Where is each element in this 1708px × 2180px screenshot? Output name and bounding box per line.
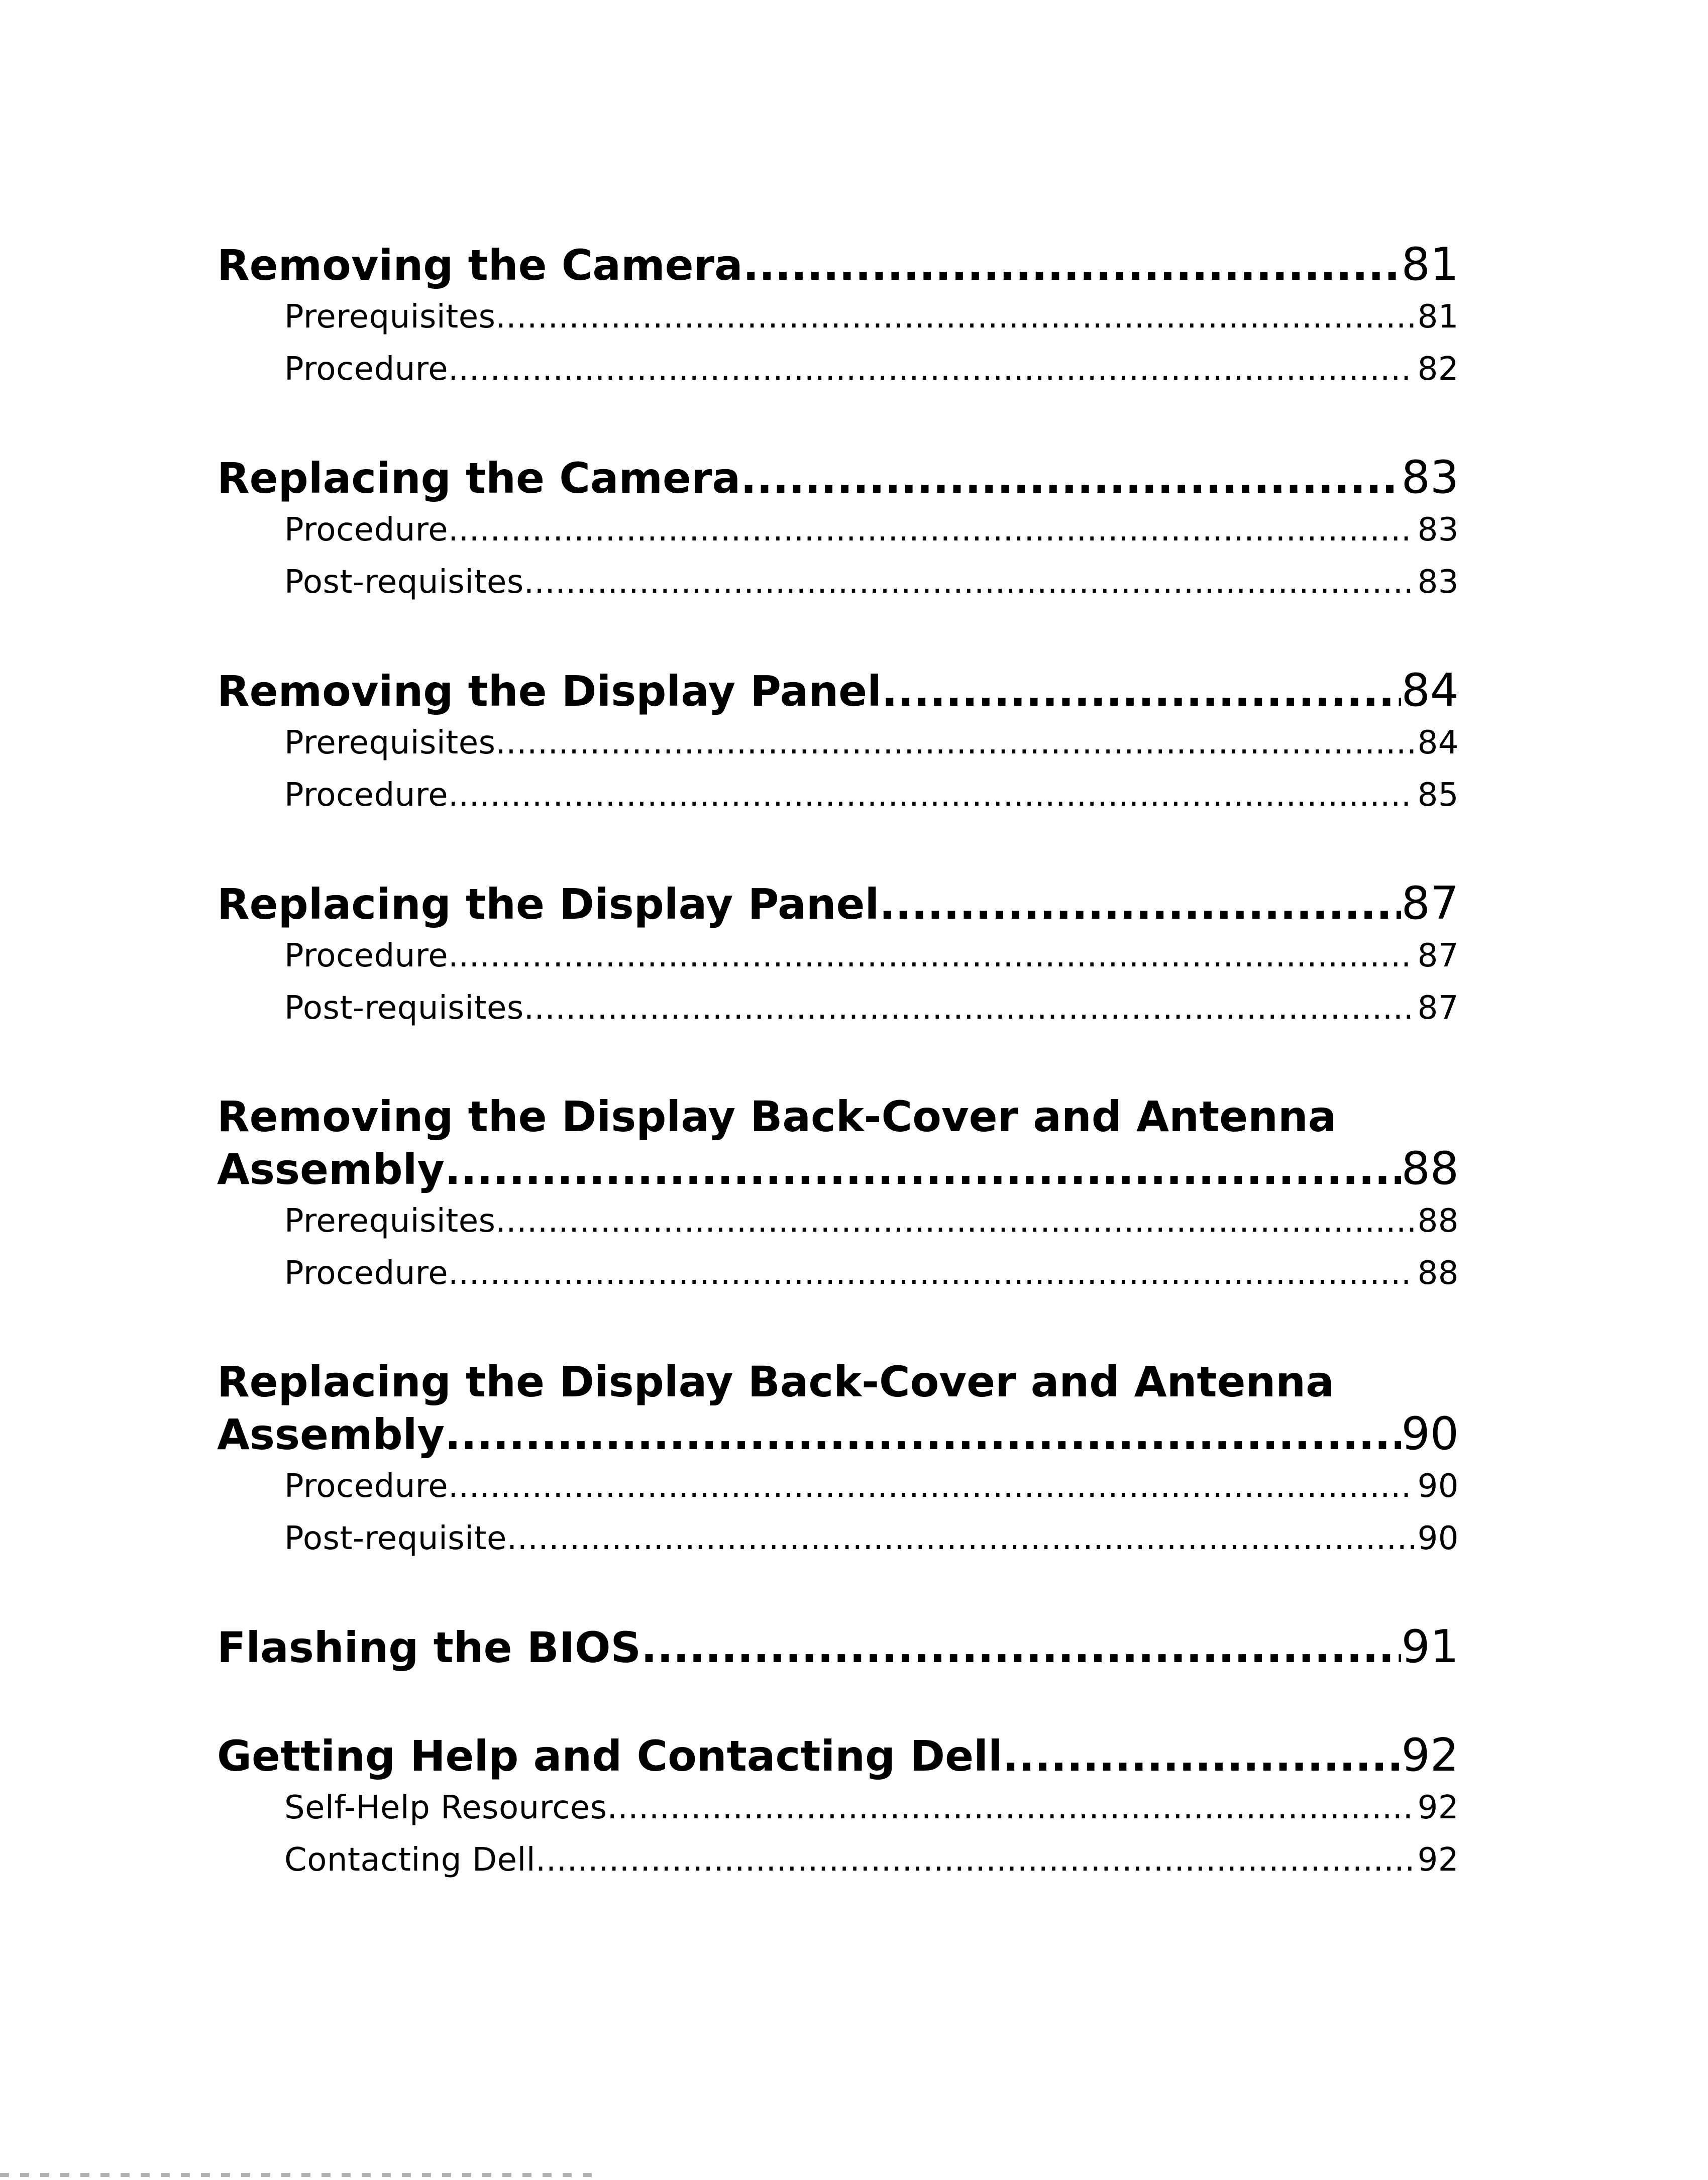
dot-leader <box>495 1195 1414 1247</box>
toc-entry-page: 91 <box>1401 1621 1459 1673</box>
dot-leader <box>495 291 1414 343</box>
toc-section-flashing-bios <box>217 1621 1459 1673</box>
dot-leader <box>882 665 1402 717</box>
toc-section-getting-help <box>217 1729 1459 1886</box>
toc-subentry[interactable] <box>217 769 1459 821</box>
toc-subentry[interactable] <box>217 1460 1459 1512</box>
dot-leader <box>448 769 1415 821</box>
toc-subentry-label: Self-Help Resources <box>284 1789 607 1826</box>
toc-subentry-label: Procedure <box>284 777 449 814</box>
toc-subentry-page: 92 <box>1417 1841 1459 1879</box>
toc-subentry-label: Prerequisites <box>284 298 496 336</box>
toc-section-replacing-display-panel <box>217 878 1459 1034</box>
toc-entry-title: Removing the Camera <box>217 241 743 290</box>
dot-leader <box>507 1512 1415 1565</box>
toc-subentry-label: Procedure <box>284 1255 449 1292</box>
toc-entry-title: Replacing the Display Panel <box>217 880 880 929</box>
toc-subentry-page: 83 <box>1417 511 1459 549</box>
toc-section-removing-camera <box>217 239 1459 395</box>
toc-subentry[interactable] <box>217 930 1459 982</box>
toc-subentry-page: 81 <box>1417 298 1459 336</box>
toc-subentry-page: 92 <box>1417 1789 1459 1826</box>
toc-subentry-page: 90 <box>1417 1468 1459 1505</box>
toc-subentry[interactable] <box>217 291 1459 343</box>
toc-subentry-label: Prerequisites <box>284 1203 496 1240</box>
toc-entry-page: 90 <box>1401 1408 1459 1460</box>
toc-section-replacing-back-cover <box>217 1356 1459 1565</box>
toc-subentry[interactable] <box>217 1512 1459 1565</box>
toc-entry-page: 84 <box>1401 665 1459 717</box>
toc-entry[interactable] <box>217 1408 1459 1460</box>
toc-subentry[interactable] <box>217 343 1459 395</box>
toc-entry-title: Removing the Display Panel <box>217 667 882 716</box>
dot-leader <box>641 1621 1401 1673</box>
toc-entry-page: 87 <box>1401 878 1459 930</box>
toc-entry[interactable] <box>217 452 1459 504</box>
toc-subentry-page: 87 <box>1417 937 1459 974</box>
toc-subentry[interactable] <box>217 556 1459 608</box>
toc-entry-title: Getting Help and Contacting Dell <box>217 1731 1003 1781</box>
dot-leader <box>1003 1730 1402 1782</box>
toc-entry[interactable] <box>217 1143 1459 1195</box>
toc-subentry[interactable] <box>217 717 1459 769</box>
toc-entry-title-line1[interactable]: Replacing the Display Back-Cover and Antenna <box>217 1357 1334 1406</box>
table-of-contents <box>217 239 1459 1886</box>
dot-leader <box>740 452 1401 504</box>
dot-leader <box>448 1247 1415 1299</box>
dot-leader <box>536 1834 1415 1886</box>
toc-entry[interactable] <box>217 239 1459 291</box>
toc-subentry[interactable] <box>217 1834 1459 1886</box>
toc-section-removing-back-cover <box>217 1091 1459 1299</box>
toc-entry-title: Replacing the Camera <box>217 454 741 503</box>
dot-leader <box>607 1782 1415 1834</box>
toc-entry[interactable] <box>217 1621 1459 1673</box>
toc-subentry-page: 84 <box>1417 724 1459 761</box>
dot-leader <box>879 878 1401 930</box>
toc-entry-page: 81 <box>1401 239 1459 291</box>
footer-artifact <box>0 2173 593 2177</box>
dot-leader <box>445 1408 1401 1460</box>
dot-leader <box>448 1460 1415 1512</box>
toc-subentry-label: Procedure <box>284 351 449 388</box>
toc-subentry-label: Prerequisites <box>284 724 496 761</box>
toc-subentry-page: 85 <box>1417 777 1459 814</box>
toc-subentry-page: 82 <box>1417 351 1459 388</box>
toc-subentry[interactable] <box>217 1782 1459 1834</box>
toc-subentry[interactable] <box>217 504 1459 556</box>
toc-entry[interactable] <box>217 878 1459 930</box>
toc-subentry-page: 87 <box>1417 990 1459 1027</box>
toc-entry-page: 92 <box>1401 1729 1459 1782</box>
toc-subentry-label: Contacting Dell <box>284 1841 536 1879</box>
toc-entry-page: 83 <box>1401 452 1459 504</box>
toc-subentry-label: Post-requisites <box>284 990 524 1027</box>
dot-leader <box>445 1143 1401 1195</box>
toc-entry-title-line2: Assembly <box>217 1410 445 1459</box>
toc-entry[interactable] <box>217 1729 1459 1782</box>
toc-entry-title-line1[interactable]: Removing the Display Back-Cover and Antenna <box>217 1092 1337 1141</box>
dot-leader <box>495 717 1414 769</box>
toc-subentry[interactable] <box>217 1247 1459 1299</box>
toc-subentry-label: Procedure <box>284 1468 449 1505</box>
toc-entry[interactable] <box>217 665 1459 717</box>
toc-section-replacing-camera <box>217 452 1459 608</box>
toc-subentry[interactable] <box>217 982 1459 1034</box>
toc-subentry-label: Procedure <box>284 937 449 974</box>
dot-leader <box>448 930 1415 982</box>
dot-leader <box>524 982 1415 1034</box>
dot-leader <box>448 504 1415 556</box>
toc-subentry-page: 88 <box>1417 1255 1459 1292</box>
toc-entry-title: Flashing the BIOS <box>217 1623 641 1672</box>
dot-leader <box>524 556 1415 608</box>
dot-leader <box>743 239 1402 291</box>
toc-subentry-label: Post-requisites <box>284 564 524 601</box>
toc-subentry-label: Procedure <box>284 511 449 549</box>
toc-subentry-page: 88 <box>1417 1203 1459 1240</box>
toc-subentry[interactable] <box>217 1195 1459 1247</box>
toc-section-removing-display-panel <box>217 665 1459 821</box>
dot-leader <box>448 343 1415 395</box>
toc-entry-title-line2: Assembly <box>217 1145 445 1194</box>
toc-subentry-page: 83 <box>1417 564 1459 601</box>
toc-subentry-label: Post-requisite <box>284 1520 507 1557</box>
toc-entry-page: 88 <box>1401 1143 1459 1195</box>
toc-subentry-page: 90 <box>1417 1520 1459 1557</box>
